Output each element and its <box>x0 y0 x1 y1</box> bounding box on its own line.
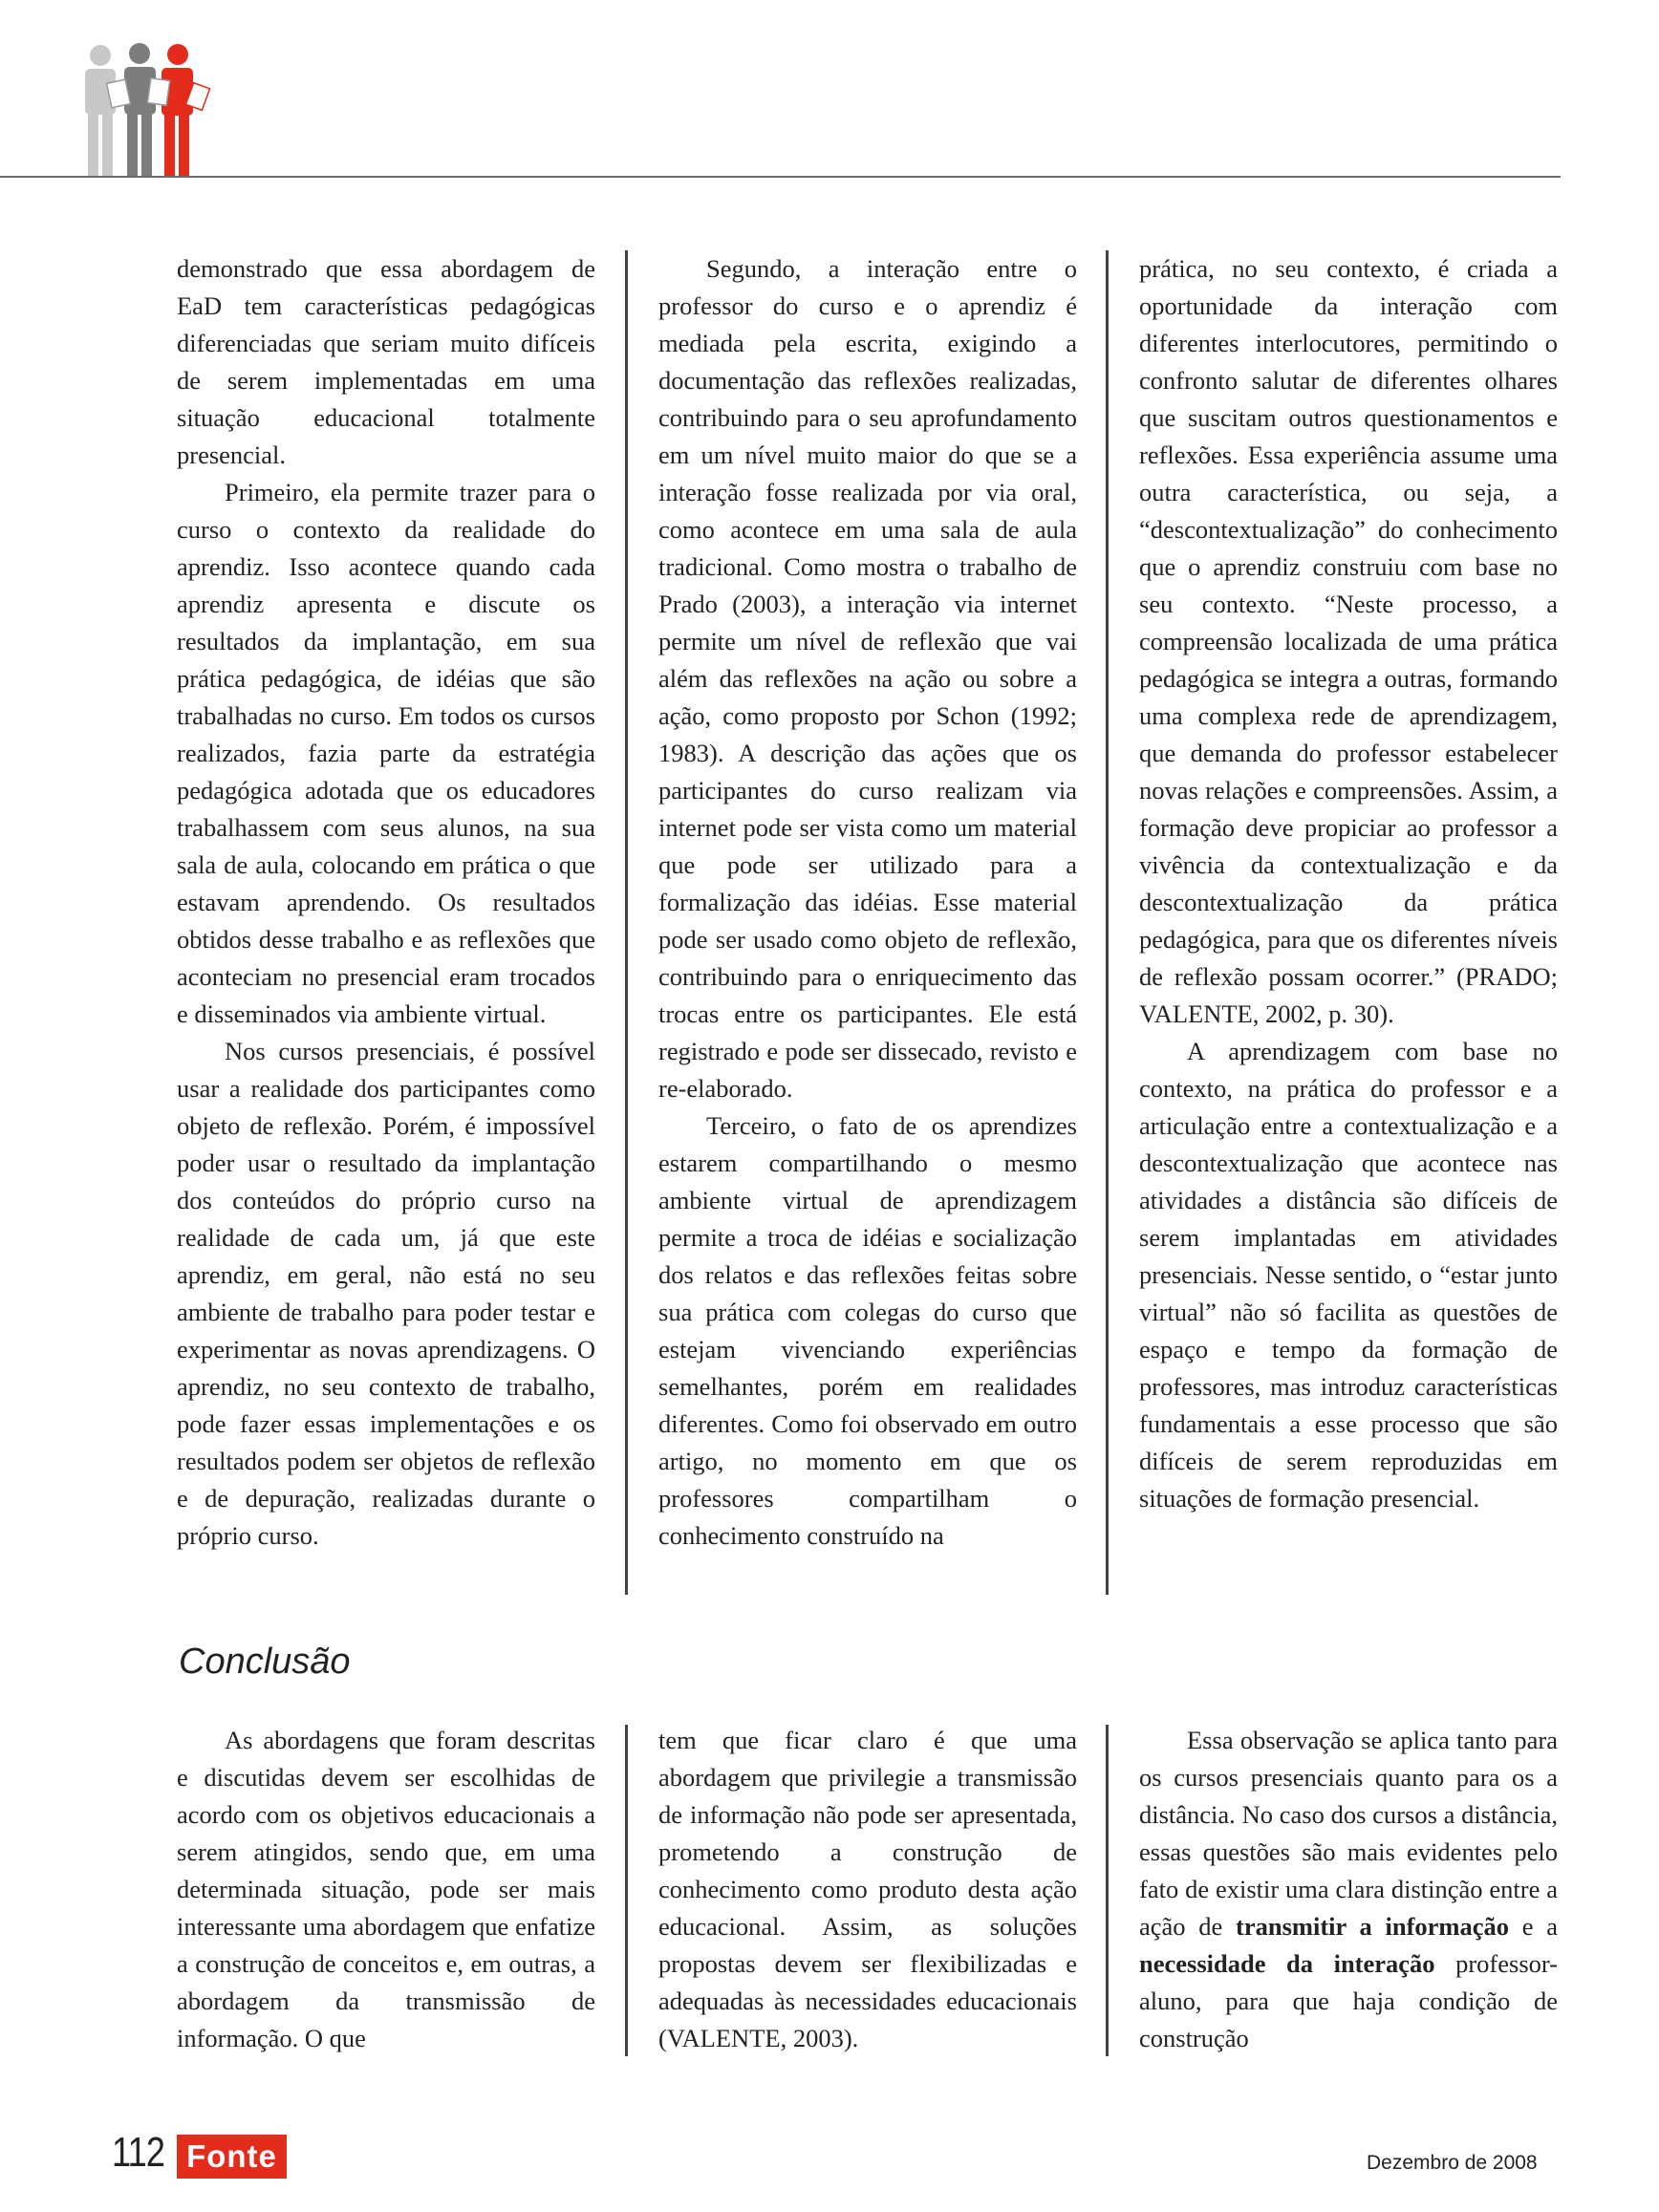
top-column-2 <box>658 250 1077 1555</box>
column-divider <box>625 1725 628 2056</box>
paragraph: demonstrado que essa abordagem de EaD tem características pedagógicas diferenciadas que seriam muito difíceis de serem implementadas em uma situação educacional totalmente presencial. <box>177 254 595 469</box>
column-divider <box>625 250 628 1595</box>
paragraph: Terceiro, o fato de os aprendizes estarem compartilhando o mesmo ambiente virtual de aprendizagem permite a troca de idéias e socialização dos relatos e das reflexões feitas sobre sua prática com colegas do curso que estejam vivenciando experiências semelhantes, porém em realidades diferentes. Como foi observado em outro artigo, no momento em que os professores compartilham o conhecimento construído na <box>658 1111 1077 1550</box>
paragraph: Primeiro, ela permite trazer para o curso o contexto da realidade do aprendiz. Isso acontece quando cada aprendiz apresenta e discute os resultados da implantação, em sua prática pedagógica, de idéias que são trabalhadas no curso. Em todos os cursos realizados, fazia parte da estratégia pedagógica adotada que os educadores trabalhassem com seus alunos, na sua sala de aula, colocando em prática o que estavam aprendendo. Os resultados obtidos desse trabalho e as reflexões que aconteciam no presencial eram trocados e disseminados via ambiente virtual. <box>177 478 595 1028</box>
bold-term: transmitir a informação <box>1236 1912 1510 1941</box>
section-heading: Conclusão <box>179 1642 351 1682</box>
paragraph: prática, no seu contexto, é criada a oportunidade da interação com diferentes interlocutores, permitindo o confronto salutar de diferentes olhares que suscitam outros questionamentos e reflexões. Essa experiência assume uma outra característica, ou seja, a “descontextualização” do conhecimento que o aprendiz construiu com base no seu contexto. “Neste processo, a compreensão localizada de uma prática pedagógica se integra a outras, formando uma complexa rede de aprendizagem, que demanda do professor estabelecer novas relações e compreensões. Assim, a formação deve propiciar ao professor a vivência da contextualização e da descontextualização da prática pedagógica, para que os diferentes níveis de reflexão possam ocorrer.” (PRADO; VALENTE, 2002, p. 30). <box>1139 254 1558 1028</box>
text-run: professor-aluno, para que haja condição de construção <box>1139 1949 1558 2052</box>
paragraph: As abordagens que foram descritas e discutidas devem ser escolhidas de acordo com os objetivos educacionais a serem atingidos, sendo que, em uma determinada situação, pode ser mais interessante uma abordagem que enfatize a construção de conceitos e, em outras, a abordagem da transmissão de informação. O que <box>177 1726 595 2052</box>
paragraph: Segundo, a interação entre o professor do curso e o aprendiz é mediada pela escrita, exigindo a documentação das reflexões realizadas, contribuindo para o seu aprofundamento em um nível muito maior do que se a interação fosse realizada por via oral, como acontece em uma sala de aula tradicional. Como mostra o trabalho de Prado (2003), a interação via internet permite um nível de reflexão que vai além das reflexões na ação ou sobre a ação, como proposto por Schon (1992; 1983). A descrição das ações que os participantes do curso realizam via internet pode ser vista como um material que pode ser utilizado para a formalização das idéias. Esse material pode ser usado como objeto de reflexão, contribuindo para o enriquecimento das trocas entre os participantes. Ele está registrado e pode ser dissecado, revisto e re-elaborado. <box>658 254 1077 1103</box>
paragraph <box>1139 1722 1558 2057</box>
paragraph: A aprendizagem com base no contexto, na prática do professor e a articulação entre a contextualização e a descontextualização que acontece nas atividades a distância são difíceis de serem implantadas em atividades presenciais. Nesse sentido, o “estar junto virtual” não só facilita as questões de espaço e tempo da formação de professores, mas introduz características fundamentais a esse processo que são difíceis de serem reproduzidas em situações de formação presencial. <box>1139 1037 1558 1513</box>
column-divider <box>1106 250 1109 1595</box>
top-column-1 <box>177 250 595 1555</box>
bottom-column-2 <box>658 1722 1077 2057</box>
issue-date: Dezembro de 2008 <box>1367 2152 1538 2174</box>
page-number: 112 <box>112 2129 165 2176</box>
paragraph: Nos cursos presenciais, é possível usar a realidade dos participantes como objeto de reflexão. Porém, é impossível poder usar o resultado da implantação dos conteúdos do próprio curso na realidade de cada um, já que este aprendiz, em geral, não está no seu ambiente de trabalho para poder testar e experimentar as novas aprendizagens. O aprendiz, no seu contexto de trabalho, pode fazer essas implementações e os resultados podem ser objetos de reflexão e de depuração, realizadas durante o próprio curso. <box>177 1037 595 1550</box>
brand-logo: Fonte <box>177 2135 287 2179</box>
people-logo-icon <box>76 43 220 179</box>
paragraph: tem que ficar claro é que uma abordagem que privilegie a transmissão de informação não pode ser apresentada, prometendo a construção de conhecimento como produto desta ação educacional. Assim, as soluções propostas devem ser flexibilizadas e adequadas às necessidades educacionais (VALENTE, 2003). <box>658 1726 1077 2052</box>
text-run: Essa observação se aplica tanto para os cursos presenciais quanto para os a distância. No caso dos cursos a distância, essas questões são mais evidentes pelo fato de existir uma clara distinção entre a ação de <box>1139 1726 1558 1941</box>
column-divider <box>1106 1725 1109 2056</box>
bottom-column-1 <box>177 1722 595 2057</box>
header-rule <box>0 176 1561 178</box>
top-column-3 <box>1139 250 1558 1517</box>
bold-term: necessidade da interação <box>1139 1949 1435 1978</box>
bottom-column-3 <box>1139 1722 1558 2057</box>
text-run: e a <box>1509 1912 1558 1941</box>
